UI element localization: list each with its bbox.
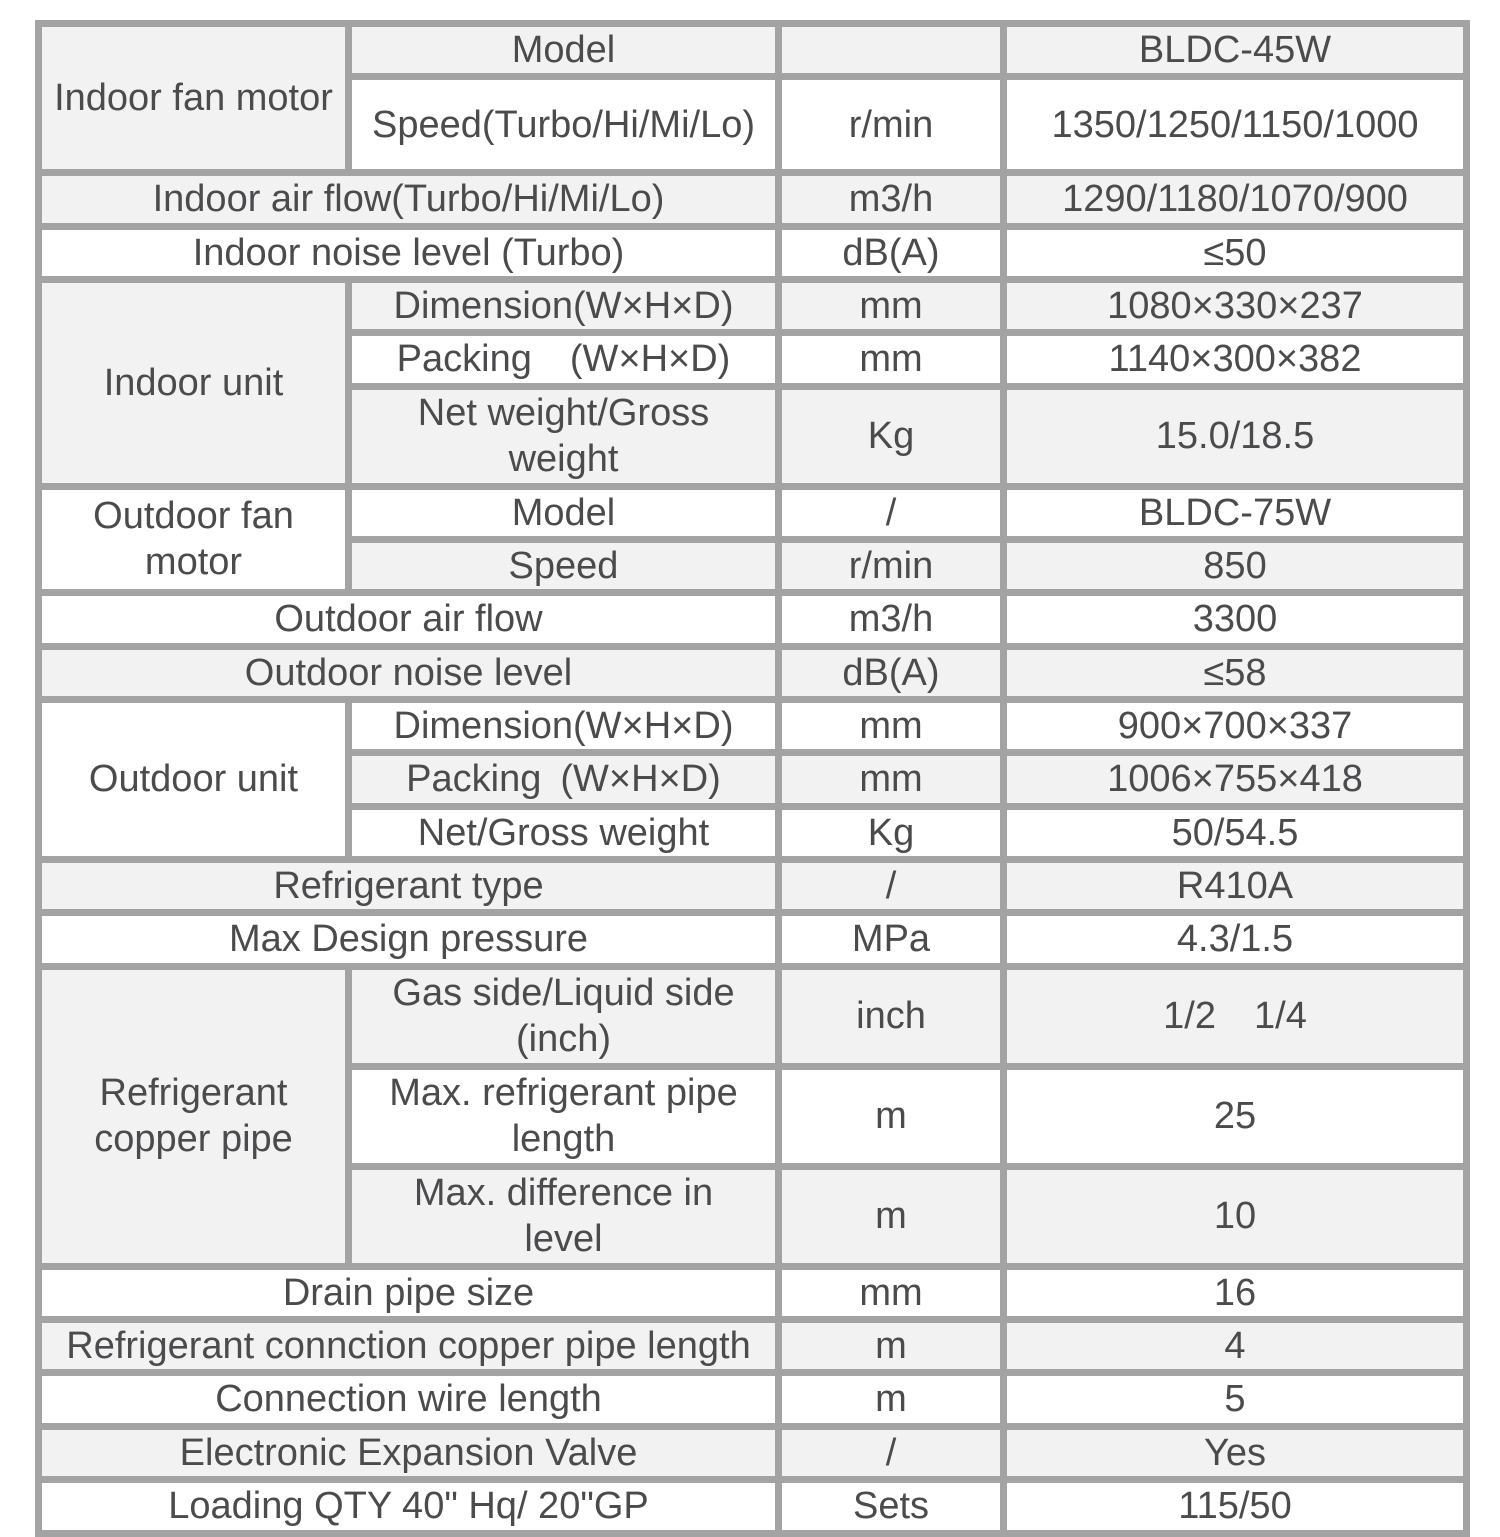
group-cell-indoor-fan-motor: Indoor fan motor (39, 24, 349, 173)
spec-value-cell: 1350/1250/1150/1000 (1004, 77, 1467, 173)
spec-label-cell: Model (349, 486, 779, 539)
spec-value-cell: 16 (1004, 1266, 1467, 1319)
group-cell-refrigerant-copper-pipe: Refrigerant copper pipe (39, 966, 349, 1266)
table-row (39, 280, 1467, 333)
spec-value-cell: ≤58 (1004, 646, 1467, 699)
spec-unit-cell: mm (779, 1266, 1004, 1319)
spec-value-cell: 3300 (1004, 593, 1467, 646)
spec-unit-cell: m3/h (779, 173, 1004, 226)
spec-label-cell: Connection wire length (39, 1373, 779, 1426)
spec-label-cell: Indoor air flow(Turbo/Hi/Mi/Lo) (39, 173, 779, 226)
table-row (39, 860, 1467, 913)
spec-unit-cell: dB(A) (779, 226, 1004, 279)
spec-unit-cell: Kg (779, 806, 1004, 859)
table-row (39, 593, 1467, 646)
spec-unit-cell: MPa (779, 913, 1004, 966)
spec-value-cell: BLDC-75W (1004, 486, 1467, 539)
table-row (39, 646, 1467, 699)
spec-value-cell: 50/54.5 (1004, 806, 1467, 859)
group-cell-indoor-unit: Indoor unit (39, 280, 349, 486)
spec-label-cell: Outdoor air flow (39, 593, 779, 646)
spec-value-cell: 115/50 (1004, 1480, 1467, 1533)
spec-value-cell: 1080×330×237 (1004, 280, 1467, 333)
table-row (39, 699, 1467, 752)
spec-value-cell: 4.3/1.5 (1004, 913, 1467, 966)
table-row (39, 1373, 1467, 1426)
spec-label-cell: Speed (349, 539, 779, 592)
spec-label-cell: Net weight/Gross weight (349, 386, 779, 486)
spec-label-cell: Packing (W×H×D) (349, 753, 779, 806)
spec-unit-cell: inch (779, 966, 1004, 1066)
spec-unit-cell: r/min (779, 539, 1004, 592)
spec-label-cell: Dimension(W×H×D) (349, 699, 779, 752)
spec-unit-cell: m3/h (779, 593, 1004, 646)
spec-label-cell: Packing (W×H×D) (349, 333, 779, 386)
group-cell-outdoor-fan-motor: Outdoor fan motor (39, 486, 349, 593)
spec-unit-cell: m (779, 1373, 1004, 1426)
spec-value-cell: 1/2 1/4 (1004, 966, 1467, 1066)
spec-value-cell: 25 (1004, 1066, 1467, 1166)
spec-unit-cell: m (779, 1066, 1004, 1166)
spec-unit-cell: Sets (779, 1480, 1004, 1533)
spec-label-cell: Drain pipe size (39, 1266, 779, 1319)
spec-unit-cell: / (779, 1426, 1004, 1479)
table-row (39, 966, 1467, 1066)
table-row (39, 913, 1467, 966)
spec-value-cell: 5 (1004, 1373, 1467, 1426)
table-row (39, 1426, 1467, 1479)
spec-value-cell: ≤50 (1004, 226, 1467, 279)
spec-value-cell: BLDC-45W (1004, 24, 1467, 77)
spec-value-cell: 4 (1004, 1320, 1467, 1373)
table-row (39, 1266, 1467, 1319)
spec-unit-cell: m (779, 1320, 1004, 1373)
spec-unit-cell: Kg (779, 386, 1004, 486)
spec-value-cell: 10 (1004, 1166, 1467, 1266)
spec-label-cell: Outdoor noise level (39, 646, 779, 699)
spec-unit-cell: / (779, 486, 1004, 539)
spec-label-cell: Dimension(W×H×D) (349, 280, 779, 333)
spec-label-cell: Max. difference in level (349, 1166, 779, 1266)
table-row (39, 1320, 1467, 1373)
spec-value-cell: 850 (1004, 539, 1467, 592)
spec-value-cell: 1140×300×382 (1004, 333, 1467, 386)
table-row (39, 1480, 1467, 1533)
spec-unit-cell: mm (779, 699, 1004, 752)
spec-label-cell: Refrigerant type (39, 860, 779, 913)
spec-label-cell: Model (349, 24, 779, 77)
spec-unit-cell: mm (779, 333, 1004, 386)
spec-label-cell: Speed(Turbo/Hi/Mi/Lo) (349, 77, 779, 173)
spec-value-cell: Yes (1004, 1426, 1467, 1479)
spec-table (35, 20, 1470, 1537)
spec-label-cell: Electronic Expansion Valve (39, 1426, 779, 1479)
spec-unit-cell: mm (779, 280, 1004, 333)
spec-label-cell: Max Design pressure (39, 913, 779, 966)
table-row (39, 173, 1467, 226)
spec-value-cell: 900×700×337 (1004, 699, 1467, 752)
spec-unit-cell: mm (779, 753, 1004, 806)
spec-unit-cell: r/min (779, 77, 1004, 173)
spec-label-cell: Indoor noise level (Turbo) (39, 226, 779, 279)
table-row (39, 226, 1467, 279)
spec-unit-cell (779, 24, 1004, 77)
page (0, 20, 1500, 1528)
spec-label-cell: Refrigerant connction copper pipe length (39, 1320, 779, 1373)
spec-value-cell: 15.0/18.5 (1004, 386, 1467, 486)
table-row (39, 486, 1467, 539)
spec-value-cell: 1290/1180/1070/900 (1004, 173, 1467, 226)
spec-unit-cell: dB(A) (779, 646, 1004, 699)
spec-label-cell: Max. refrigerant pipe length (349, 1066, 779, 1166)
group-cell-outdoor-unit: Outdoor unit (39, 699, 349, 859)
spec-label-cell: Loading QTY 40" Hq/ 20"GP (39, 1480, 779, 1533)
spec-unit-cell: m (779, 1166, 1004, 1266)
spec-unit-cell: / (779, 860, 1004, 913)
spec-label-cell: Net/Gross weight (349, 806, 779, 859)
spec-label-cell: Gas side/Liquid side (inch) (349, 966, 779, 1066)
spec-value-cell: 1006×755×418 (1004, 753, 1467, 806)
spec-value-cell: R410A (1004, 860, 1467, 913)
table-row (39, 24, 1467, 77)
